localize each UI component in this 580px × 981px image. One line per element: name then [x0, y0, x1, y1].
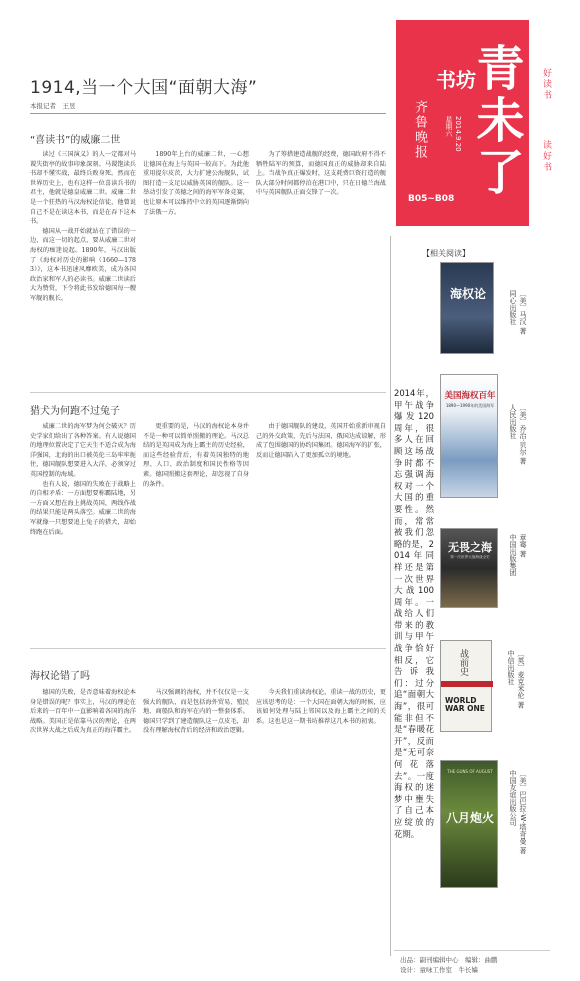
section-3-heading: 海权论错了吗 — [30, 671, 90, 682]
book-cover-title-4: 战前史 — [458, 649, 468, 676]
book-cover-5 — [440, 760, 498, 888]
section-2-col-3 — [256, 422, 386, 634]
masthead-date: 2014.9.20 — [454, 116, 462, 152]
book-cover-1 — [440, 262, 494, 354]
masthead-weekday: 星期六 — [445, 116, 453, 137]
book-publisher-4: 中信出版社 — [507, 650, 515, 685]
book-cover-title-3: 无畏之海 — [448, 541, 492, 554]
section-3-col-2 — [143, 688, 249, 956]
book-cover-title-2: 美国海权百年 — [444, 391, 496, 401]
section-2-col-2 — [143, 422, 249, 634]
section-3-col-3 — [256, 688, 386, 956]
book-author-3: 章骞 著 — [519, 534, 527, 558]
book-cover-title-1: 海权论 — [449, 287, 486, 301]
masthead-big-title: 青未了 — [468, 43, 524, 199]
section-3-col-1 — [30, 688, 136, 956]
book-cover-stripe-4 — [441, 681, 493, 687]
section-2-paragraph: 威廉二世的海军梦为何会破灭？历史学家们给出了各种答案。有人说德国的地理位置决定了它天生不适合成为海洋强国，北海的出口被英伦三岛牢牢扼住，德国舰队想要进入大洋，必须穿过英国控制的海域。 — [30, 423, 136, 478]
sidebar-separator — [390, 236, 391, 956]
section-2-paragraph: 由于德国舰队的建设，英国开始重新审视自己的外交政策，先后与法国、俄国达成谅解，形成了包围德国的协约国集团。德国海军的扩张，反而让德国陷入了更加孤立的境地。 — [256, 423, 386, 459]
side-slogan-2: 读好书 — [541, 140, 551, 173]
book-cover-subtitle-2: 1890—1990年的美国海军 — [445, 403, 495, 408]
section-2-paragraph: 也有人说，德国的失败在于战略上的自相矛盾：一方面想要称霸陆地，另一方面又想在海上挑战英国，两线作战的结果只能是两头落空。威廉二世的海军就像一只想要追上兔子的猎犬，却始终跑在后面。 — [30, 480, 136, 536]
section-2-heading: 猎犬为何跑不过兔子 — [30, 406, 120, 417]
book-publisher-5: 中国友谊出版公司 — [509, 770, 517, 826]
book-cover-subtitle-3: 第一次世界大战海战全史 — [450, 555, 490, 559]
section-1-col-3 — [256, 150, 386, 380]
book-cover-title-5: 八月炮火 — [445, 811, 494, 825]
side-slogan-1: 好读书 — [541, 68, 551, 101]
book-cover-2 — [440, 374, 498, 498]
section-2-divider — [30, 648, 386, 649]
masthead-pages: B05~B08 — [408, 194, 455, 204]
section-1-paragraph: 读过《三国演义》的人一定都对马谡失街亭的故事印象深刻。马谡饱读兵书却不懂实战，最终兵败身死。然而在世界历史上，也有这样一位喜读兵书的君主，他就是德皇威廉二世。威廉二世是一个狂热的马汉海权论信徒，他曾说自己不是在读这本书，而是在吞下这本书。 — [30, 151, 136, 226]
section-3-paragraph: 今天我们重读海权论，重读一战的历史，更应该思考的是：一个大国在面朝大海的时候，应该如何处理与陆上邻国以及海上霸主之间的关系。这也是这一期书坊推荐这几本书的初衷。 — [256, 689, 386, 725]
section-1-divider — [30, 392, 386, 393]
section-1-col-1 — [30, 150, 136, 380]
book-author-1: 〔美〕马汉 著 — [519, 290, 527, 335]
book-publisher-3: 中国出版集团 — [509, 534, 517, 576]
footer-credit-2: 设计：童咏工作室 牛长嫱 — [400, 966, 478, 974]
sidebar-header: 【相关阅读】 — [422, 249, 470, 258]
section-2-col-1 — [30, 422, 136, 634]
book-author-2: 〔美〕乔治·贝尔 著 — [519, 404, 527, 465]
section-2-paragraph: 更重要的是，马汉的海权论本身并不是一种可以简单照搬的理论。马汉总结的是英国成为海上霸主的历史经验，而这些经验背后，有着英国独特的地理、人口、政治制度和国民性格等因素。德国照搬这套理论，却忽视了自身的条件。 — [143, 423, 249, 488]
section-3-paragraph: 德国的失败，是否意味着海权论本身是错误的呢？事实上，马汉的理论在后来的一百年中一直影响着各国的海洋战略。美国正是依靠马汉的理论，在两次世界大战之后成为真正的海洋霸主。 — [30, 689, 136, 735]
book-cover-4 — [440, 640, 492, 732]
footer-credit-1: 出品：副刊编辑中心 编辑：曲鹏 — [400, 956, 498, 964]
book-publisher-1: 同心出版社 — [509, 290, 517, 325]
section-1-paragraph: 德国从一战开始就站在了错误的一边，而这一切的起点，要从威廉二世对海权的痴迷说起。1890年，马汉出版了《海权对历史的影响（1660—1783）》，这本书迅速风靡欧美，成为各国政治家和军人的必读书。威廉二世读后大为赞赏，下令将此书发给德国每一艘军舰的舰长。 — [30, 227, 136, 302]
book-cover-subtitle-4: WORLD WAR ONE — [445, 696, 485, 713]
section-1-heading: “喜读书”的威廉二世 — [30, 135, 121, 146]
book-author-4: 〔英〕麦克米伦 著 — [517, 650, 525, 709]
article-byline: 本报记者 王昱 — [30, 102, 76, 110]
masthead-section-name: 书坊 — [436, 68, 476, 92]
section-1-col-2 — [143, 150, 249, 380]
article-title: 1914,当一个大国“面朝大海” — [30, 78, 258, 98]
masthead-paper-name: 齐鲁晚报 — [412, 100, 427, 160]
masthead-block — [396, 20, 529, 226]
title-divider — [30, 113, 386, 114]
section-1-paragraph: 为了筹措建造战舰的经费，德国政府不得不牺牲陆军的预算，而德国真正的威胁却来自陆上。当战争真正爆发时，这支耗费巨资打造的舰队大部分时间都停泊在港口中，只在日德兰海战中与英国舰队正面交锋了一次。 — [256, 151, 386, 197]
book-author-5: 〔美〕巴巴拉·W·塔奇曼 著 — [519, 770, 527, 854]
book-publisher-2: 人民出版社 — [509, 404, 517, 439]
sidebar-intro: 2014年，甲午战争爆发120周年，很多人在回顾这场战争时都不忘强调海权对一个大国的重要性。然而，常常被我们忽略的是，2014年同样还是第一次世界大战100周年。一战给人们带来的教训与甲午战争恰好相反，它告诉我们：过分追“面朝大海”，很可能非但不是“春暖花开”，反而是“无可奈何花落去”。一度海权的迷梦中壅失了自己本应绽放的花期。 — [394, 388, 434, 839]
book-cover-3 — [440, 528, 498, 608]
book-cover-subtitle-5: THE GUNS OF AUGUST — [447, 769, 493, 774]
section-1-paragraph: 1890年上台的威廉二世，一心想让德国在海上与英国一较高下。为此他重用提尔皮茨，大力扩建公海舰队，试图打造一支足以威胁英国的舰队。这一举动引发了英德之间的海军军备竞赛，也让原本可以维持中立的英国逐渐倒向了法俄一方。 — [143, 151, 249, 216]
section-3-paragraph: 马汉强调的海权，并不仅仅是一支强大的舰队，而是包括海外贸易、殖民地、商船队和海军在内的一整套体系。德国只学到了建造舰队这一点皮毛，却没有理解海权背后的经济和政治逻辑。 — [143, 689, 249, 735]
footer-divider — [394, 950, 550, 951]
